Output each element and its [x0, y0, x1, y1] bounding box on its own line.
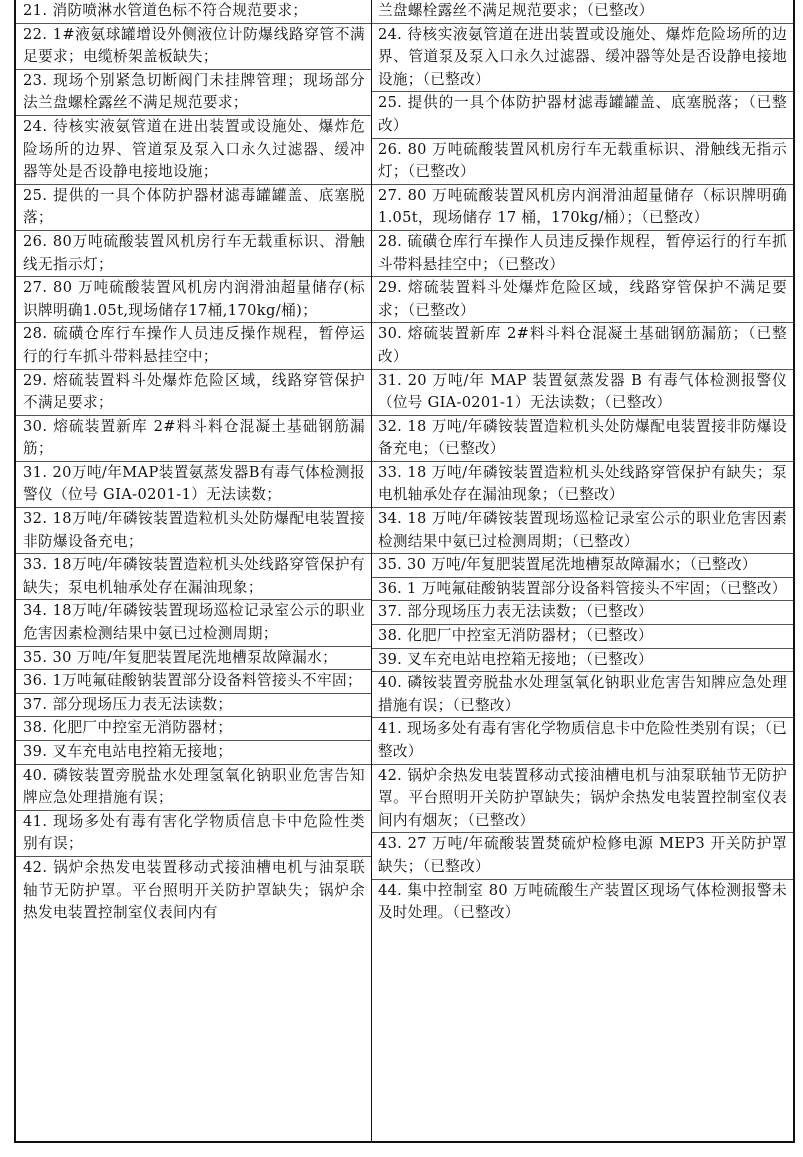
rectified-item: 37. 部分现场压力表无法读数；（已整改）	[372, 601, 793, 625]
rectified-item: 34. 18 万吨/年磷铵装置现场巡检记录室公示的职业危害因素检测结果中氨已过检测周期；（已整改）	[372, 508, 793, 554]
rectified-item: 38. 化肥厂中控室无消防器材；（已整改）	[372, 625, 793, 649]
issue-item: 38. 化肥厂中控室无消防器材；	[16, 717, 371, 741]
rectified-item: 32. 18 万吨/年磷铵装置造粒机头处防爆配电装置接非防爆设备充电；（已整改）	[372, 416, 793, 462]
rectified-item: 33. 18 万吨/年磷铵装置造粒机头处线路穿管保护有缺失；泵电机轴承处存在漏油现象；（已整改）	[372, 462, 793, 508]
rectified-item: 35. 30 万吨/年复肥装置尾洗地槽泵故障漏水；（已整改）	[372, 554, 793, 578]
issue-item: 26. 80万吨硫酸装置风机房行车无载重标识、滑触线无指示灯；	[16, 231, 371, 277]
rectified-item: 29. 熔硫装置料斗处爆炸危险区域，线路穿管保护不满足要求；（已整改）	[372, 277, 793, 323]
issue-item: 32. 18万吨/年磷铵装置造粒机头处防爆配电装置接非防爆设备充电；	[16, 508, 371, 554]
issue-item: 35. 30 万吨/年复肥装置尾洗地槽泵故障漏水；	[16, 647, 371, 671]
issue-item: 40. 磷铵装置旁脱盐水处理氢氧化钠职业危害告知牌应急处理措施有误；	[16, 765, 371, 811]
issue-item: 36. 1万吨氟硅酸钠装置部分设备料管接头不牢固；	[16, 670, 371, 694]
rectified-item: 43. 27 万吨/年硫酸装置焚硫炉检修电源 MEP3 开关防护罩缺失；（已整改）	[372, 833, 793, 879]
rectified-item: 42. 锅炉余热发电装置移动式接油槽电机与油泵联轴节无防护罩。平台照明开关防护罩缺失；锅炉余热发电装置控制室仪表间内有烟灰；（已整改）	[372, 765, 793, 834]
issue-item: 25. 提供的一具个体防护器材滤毒罐罐盖、底塞脱落；	[16, 185, 371, 231]
issues-column	[16, 0, 372, 1141]
issue-item: 27. 80 万吨硫酸装置风机房内润滑油超量储存(标识牌明确1.05t,现场储存17桶,170kg/桶)；	[16, 277, 371, 323]
issue-item: 39. 叉车充电站电控箱无接地；	[16, 741, 371, 765]
issue-item: 34. 18万吨/年磷铵装置现场巡检记录室公示的职业危害因素检测结果中氨已过检测周期；	[16, 600, 371, 646]
issue-item: 22. 1#液氨球罐增设外侧液位计防爆线路穿管不满足要求；电缆桥架盖板缺失；	[16, 24, 371, 70]
issue-item: 33. 18万吨/年磷铵装置造粒机头处线路穿管保护有缺失；泵电机轴承处存在漏油现象；	[16, 554, 371, 600]
issue-item: 28. 硫磺仓库行车操作人员违反操作规程，暂停运行的行车抓斗带料悬挂空中；	[16, 323, 371, 369]
rectified-item: 28. 硫磺仓库行车操作人员违反操作规程，暂停运行的行车抓斗带料悬挂空中；（已整改）	[372, 231, 793, 277]
rectified-item: 41. 现场多处有毒有害化学物质信息卡中危险性类别有误；（已整改）	[372, 718, 793, 764]
issue-item: 37. 部分现场压力表无法读数；	[16, 694, 371, 718]
rectified-item: 30. 熔硫装置新库 2#料斗料仓混凝土基础钢筋漏筋；（已整改）	[372, 323, 793, 369]
issue-item: 31. 20万吨/年MAP装置氨蒸发器B有毒气体检测报警仪（位号 GIA-0201-1）无法读数；	[16, 462, 371, 508]
issue-item: 30. 熔硫装置新库 2#料斗料仓混凝土基础钢筋漏筋；	[16, 416, 371, 462]
issue-item: 42. 锅炉余热发电装置移动式接油槽电机与油泵联轴节无防护罩。平台照明开关防护罩缺失；锅炉余热发电装置控制室仪表间内有	[23, 858, 365, 922]
issue-item: 23. 现场个别紧急切断阀门未挂牌管理；现场部分法兰盘螺栓露丝不满足规范要求；	[16, 70, 371, 116]
rectified-item: 40. 磷铵装置旁脱盐水处理氢氧化钠职业危害告知牌应急处理措施有误；（已整改）	[372, 672, 793, 718]
rectified-item: 兰盘螺栓露丝不满足规范要求；（已整改）	[372, 0, 793, 24]
issue-item: 29. 熔硫装置料斗处爆炸危险区域，线路穿管保护不满足要求；	[16, 370, 371, 416]
rectified-item: 24. 待核实液氨管道在进出装置或设施处、爆炸危险场所的边界、管道泵及泵入口永久过滤器、缓冲器等处是否设静电接地设施；（已整改）	[372, 24, 793, 93]
issue-item: 41. 现场多处有毒有害化学物质信息卡中危险性类别有误；	[16, 811, 371, 857]
rectified-item: 27. 80 万吨硫酸装置风机房内润滑油超量储存（标识牌明确 1.05t，现场储存 17 桶，170kg/桶）；（已整改）	[372, 185, 793, 231]
issue-item: 21. 消防喷淋水管道色标不符合规范要求；	[16, 0, 371, 24]
rectified-item: 44. 集中控制室 80 万吨硫酸生产装置区现场气体检测报警未及时处理。（已整改）	[378, 881, 787, 922]
rectification-status-column	[372, 0, 793, 1141]
rectified-item: 39. 叉车充电站电控箱无接地；（已整改）	[372, 649, 793, 673]
issue-item: 24. 待核实液氨管道在进出装置或设施处、爆炸危险场所的边界、管道泵及泵入口永久过滤器、缓冲器等处是否设静电接地设施；	[16, 116, 371, 185]
rectified-item: 31. 20 万吨/年 MAP 装置氨蒸发器 B 有毒气体检测报警仪（位号 GIA-0201-1）无法读数；（已整改）	[372, 370, 793, 416]
rectified-item: 36. 1 万吨氟硅酸钠装置部分设备料管接头不牢固；（已整改）	[372, 578, 793, 602]
rectification-table	[14, 0, 795, 1143]
rectified-item: 25. 提供的一具个体防护器材滤毒罐罐盖、底塞脱落；（已整改）	[372, 92, 793, 138]
rectified-item: 26. 80 万吨硫酸装置风机房行车无载重标识、滑触线无指示灯；（已整改）	[372, 139, 793, 185]
